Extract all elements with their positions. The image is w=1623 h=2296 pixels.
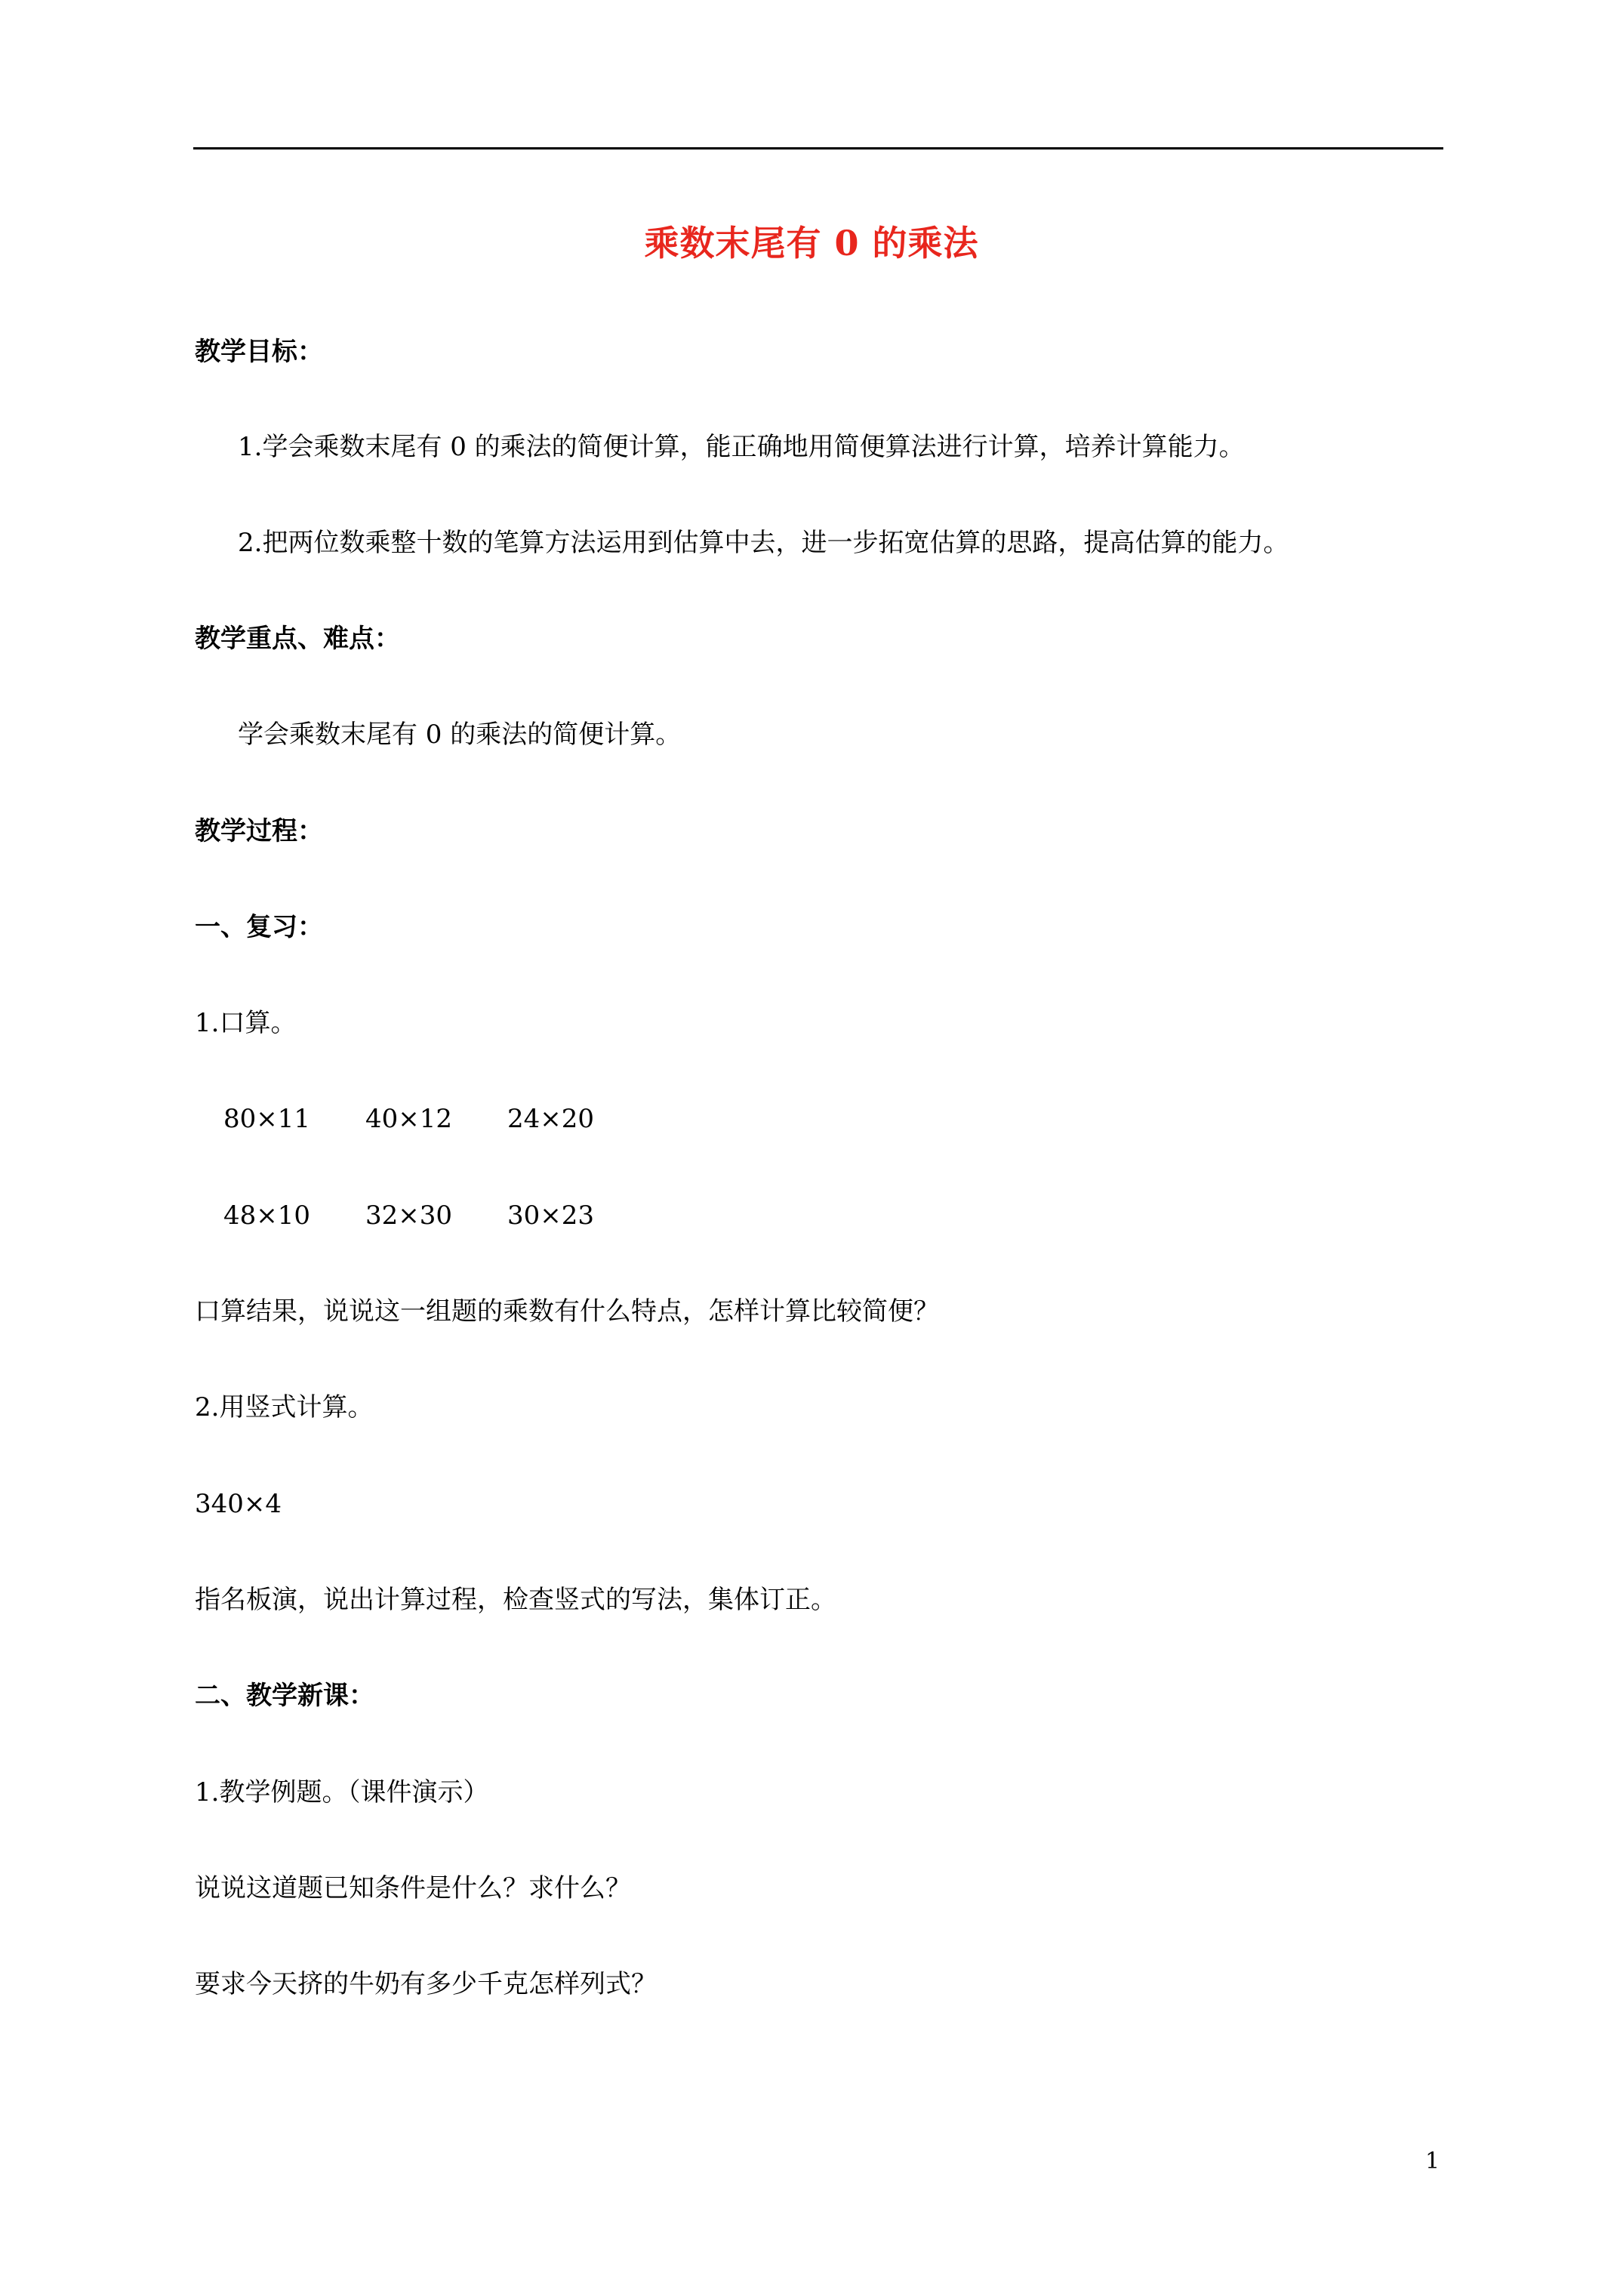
vertical-calc-label: 2.用竖式计算。: [195, 1392, 374, 1422]
question-2: 要求今天挤的牛奶有多少千克怎样列式？: [195, 1969, 657, 1999]
board-instruction: 指名板演，说出计算过程，检查竖式的写法，集体订正。: [195, 1585, 836, 1615]
header-rule: [193, 147, 1443, 149]
review-heading: 一、复习：: [195, 912, 323, 942]
oral-calc-row-2: [223, 1199, 649, 1232]
page-number: 1: [1425, 2148, 1440, 2174]
oral-calc-row-1: [223, 1102, 649, 1136]
vertical-calc-expression: 340×4: [195, 1489, 282, 1519]
oral-calc-item: 48×10: [223, 1200, 311, 1231]
keypoints-text: 学会乘数末尾有 0 的乘法的简便计算。: [238, 720, 682, 750]
oral-calc-item: 40×12: [365, 1104, 453, 1134]
objectives-heading: 教学目标：: [195, 337, 323, 367]
process-heading: 教学过程：: [195, 816, 323, 846]
objective-1: 1.学会乘数末尾有 0 的乘法的简便计算，能正确地用简便算法进行计算，培养计算能力。: [238, 432, 1245, 462]
keypoints-heading: 教学重点、难点：: [195, 624, 400, 654]
oral-calc-item: 30×23: [507, 1200, 595, 1231]
objective-2: 2.把两位数乘整十数的笔算方法运用到估算中去，进一步拓宽估算的思路，提高估算的能力。: [238, 528, 1289, 558]
oral-calc-item: 32×30: [365, 1200, 453, 1231]
new-lesson-heading: 二、教学新课：: [195, 1681, 374, 1711]
oral-calc-label: 1.口算。: [195, 1008, 297, 1038]
oral-calc-item: 80×11: [223, 1104, 311, 1134]
oral-question: 口算结果，说说这一组题的乘数有什么特点，怎样计算比较简便？: [195, 1296, 939, 1327]
example-label: 1.教学例题。（课件演示）: [195, 1777, 489, 1808]
document-title: 乘数末尾有 0 的乘法: [644, 223, 979, 264]
oral-calc-item: 24×20: [507, 1104, 595, 1134]
question-1: 说说这道题已知条件是什么？求什么？: [195, 1873, 631, 1903]
